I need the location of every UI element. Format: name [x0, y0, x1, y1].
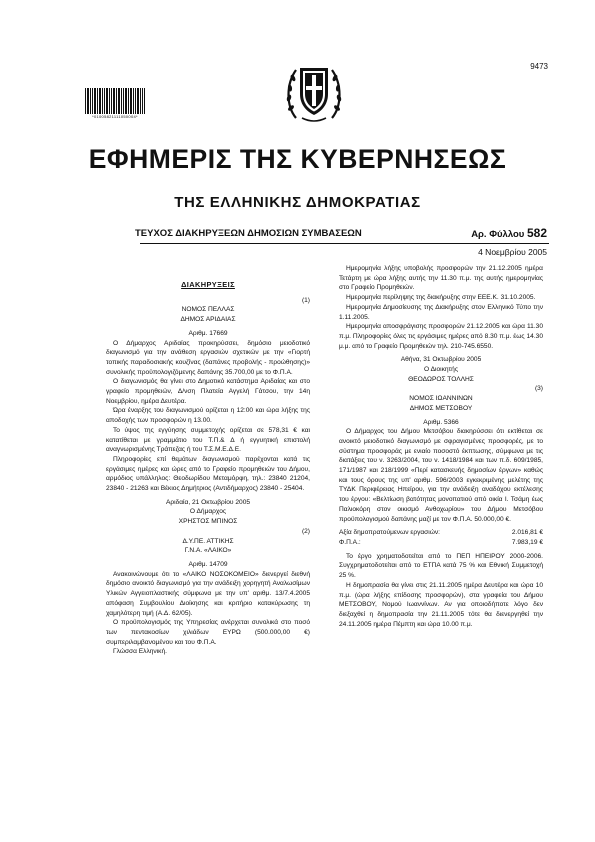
notice-protocol: Αριθμ. 5366 — [423, 418, 459, 426]
barcode-caption: *01005821111050004* — [92, 114, 138, 119]
amount-row — [339, 538, 543, 548]
notice-heading-line: Γ.Ν.Α. «ΛΑΙΚΟ» — [184, 547, 232, 555]
notice-heading-line: ΝΟΜΟΣ ΠΕΛΛΑΣ — [181, 306, 235, 314]
notice-heading-line: Δ.Υ.ΠΕ. ΑΤΤΙΚΗΣ — [182, 537, 234, 545]
notice-paragraph: Πληροφορίες επί θεμάτων διαγωνισμού παρέχονται κατά τις εργάσιμες ημέρες και ώρες από το Γραφείο προμηθειών του Δήμου, αρμόδιος υπάλληλος: Θεοδωρίδου Μεταμόρφη, τηλ.: 23840 21204, 23840 - 21263 και Βέκιος Δημήτριος (Αντιδήμαρχος) 23840 - 25404. — [106, 455, 310, 493]
signature-name: ΘΕΟΔΩΡΟΣ ΤΟΛΛΗΣ — [408, 375, 474, 383]
amount-value: 7.983,19 € — [511, 538, 543, 546]
amount-label: Αξία δημοπρατούμενων εργασιών: — [339, 529, 440, 537]
issue-date: 4 Νοεμβρίου 2005 — [478, 247, 547, 257]
signature-title: Ο Δήμαρχος — [189, 508, 227, 516]
sheet-number — [471, 226, 547, 240]
barcode — [85, 88, 145, 114]
notice-paragraph: Ημερομηνία περίληψης της διακήρυξης στην ΕΕΕ.Κ. 31.10.2005. — [346, 294, 536, 302]
signature-block — [106, 498, 310, 527]
notice-paragraph: Ανακοινώνουμε ότι το «ΛΑΙΚΟ ΝΟΣΟΚΟΜΕΙΟ» διενεργεί διεθνή δημόσιο ανοικτό διαγωνισμό για την ανάδειξη χορηγητή Αναλωσίμων Υλικών Αγγειοπλαστικής σύμφωνα με την υπ' αριθμ. 13/7.4.2005 απόφαση Συμβουλίου Διοίκησης και κριτήριο κατακύρωσης τη χαμηλότερη τιμή (Α.Δ. 62/05). — [106, 570, 310, 617]
notice-paragraph: Ημερομηνία Δημοσίευσης της Διακήρυξης στον Ελληνικό Τύπο την 1.11.2005. — [339, 303, 543, 321]
notice-paragraph: Ο διαγωνισμός θα γίνει στο Δημοτικό κατάστημα Αριδαίας και στο γραφείο προμηθειών, Δ/νση Πλατεία Αγγελή Γάτσου, την 14η Νοεμβρίου, ημέρα Δευτέρα. — [106, 378, 310, 405]
notice-paragraph: Το ύψος της εγγύησης συμμετοχής ορίζεται σε 578,31 € και κατατίθεται με γραμμάτιο του Τ.Π.& Δ ή εγγυητική επιστολή αναγνωρισμένης Τράπεζας ή του Τ.Σ.Μ.Ε.Δ.Ε. — [106, 426, 310, 454]
notice-paragraph: Ημερομηνία αποσφράγισης προσφορών 21.12.2005 και ώρα 11.30 π.μ. Πληροφορίες όλες τις εργάσιμες ημέρες από 8.30 π.μ. έως 14.30 μ.μ. από το Γραφείο Προμηθειών τηλ. 210-745.6550. — [339, 323, 543, 350]
notice-heading-line: ΔΗΜΟΣ ΑΡΙΔΑΙΑΣ — [180, 316, 236, 324]
notice-protocol: Αριθμ. 14709 — [188, 560, 228, 568]
coat-of-arms-emblem — [282, 58, 346, 126]
notice-heading-line: ΝΟΜΟΣ ΙΩΑΝΝΙΝΩΝ — [409, 395, 473, 403]
signature-name: ΧΡΗΣΤΟΣ ΜΠΙΝΟΣ — [178, 518, 238, 526]
notice-paragraph: Γλώσσα Ελληνική. — [113, 648, 167, 656]
gazette-subtitle: ΤΗΣ ΕΛΛΗΝΙΚΗΣ ΔΗΜΟΚΡΑΤΙΑΣ — [174, 194, 421, 211]
sheet-number-label: Αρ. Φύλλου — [471, 229, 525, 240]
notice-number: (3) — [534, 385, 543, 393]
notice-paragraph: Ο Δήμαρχος του Δήμου Μετσόβου διακηρύσσει ότι εκτίθεται σε ανοικτό μειοδοτικό διαγωνισμό με σφραγισμένες προσφορές, με το σύστημα προσφοράς με ενιαίο ποσοστό έκπτωσης, σύμφωνα με τις διατάξεις του ν. 3263/2004, του ν. 1418/1984 και των π.δ. 609/1985, 171/1987 και 218/1999 «Περί κατασκευής δημοσίων έργων» καθώς και τους όρους της υπ' αριθμ. 596/2003 εγκεκριμένης μελέτης της ΤΥΔΚ Περιφέρειας Ηπείρου, για την ανάδειξη αναδόχου εκτέλεσης του έργου: «Βελτίωση βατότητας μονοπατιού από οικία Ι. Τσάμη έως Παλιοκόρη στον οικισμό Ανθοχωρίου» του Δήμου Μετσόβου προϋπολογισμού δαπάνης μαζί με τον Φ.Π.Α. 50.000,00 €. — [339, 428, 543, 523]
notice-number: (2) — [301, 527, 310, 535]
signature-place-date: Αριδαία, 21 Οκτωβρίου 2005 — [165, 498, 251, 506]
notice-paragraph: Ώρα έναρξης του διαγωνισμού ορίζεται η 12:00 και ώρα λήξης της αποδοχής των προσφορών η 13.00. — [106, 407, 310, 425]
left-column — [106, 264, 310, 657]
amount-value: 2.016,81 € — [511, 529, 543, 537]
notice-paragraph: Το έργο χρηματοδοτείται από το ΠΕΠ ΗΠΕΙΡΟΥ 2000-2006. Συγχρηματοδοτείται από το ΕΤΠΑ κατά 75 % και Εθνική Συμμετοχή 25 %. — [339, 552, 543, 580]
sheet-number-value: 582 — [526, 226, 547, 240]
header-rule — [140, 243, 549, 244]
notice-number: (1) — [301, 296, 310, 304]
notice-paragraph: Ημερομηνία λήξης υποβολής προσφορών την 21.12.2005 ημέρα Τετάρτη με ώρα λήξης αυτής την 11.30 π.μ. της αυτής ημερομηνίας στο Γραφείο Προμηθειών. — [339, 265, 543, 292]
signature-place-date: Αθήνα, 31 Οκτωβρίου 2005 — [400, 356, 482, 364]
section-heading: ΔΙΑΚΗΡΥΞΕΙΣ — [181, 280, 235, 289]
signature-block — [339, 355, 543, 384]
amount-label: Φ.Π.Α.: — [339, 538, 361, 546]
amount-row — [339, 528, 543, 538]
notice-paragraph: Η δημοπρασία θα γίνει στις 21.11.2005 ημέρα Δευτέρα και ώρα 10 π.μ. (ώρα λήξης επίδοσης προσφορών), στα γραφεία του Δήμου ΜΕΤΣΟΒΟΥ, Νομού Ιωαννίνων. Αν για οποιοδήποτε λόγο δεν διεξαχθεί η δημοπρασία την 21.11.2005 τότε θα διενεργηθεί την 24.11.2005 ημέρα Πέμπτη και ώρα 10.00 π.μ. — [339, 581, 543, 628]
right-column — [339, 264, 543, 629]
issue-type: ΤΕΥΧΟΣ ΔΙΑΚΗΡΥΞΕΩΝ ΔΗΜΟΣΙΩΝ ΣΥΜΒΑΣΕΩΝ — [135, 228, 362, 239]
signature-title: Ο Διοικητής — [423, 366, 458, 374]
notice-heading-line: ΔΗΜΟΣ ΜΕΤΣΟΒΟΥ — [409, 404, 473, 412]
gazette-title: ΕΦΗΜΕΡΙΣ ΤΗΣ ΚΥΒΕΡΝΗΣΕΩΣ — [88, 144, 507, 174]
page-number: 9473 — [530, 62, 548, 71]
notice-paragraph: Ο προϋπολογισμός της Υπηρεσίας ανέρχεται συνολικά στο ποσό των πεντακοσίων χιλιάδων ΕΥΡΩ (500.000,00 €) συμπεριλαμβανομένου και του Φ.Π.Α. — [106, 619, 310, 646]
notice-paragraph: Ο Δήμαρχος Αριδαίας προκηρύσσει, δημόσιο μειοδοτικό διαγωνισμό για την ανάθεση εργασιών σχετικών με την «Γιορτή τοπικής παραδοσιακής κουζίνας (δαπάνες προβολής - προώθησης)» συνολικής προϋπολογιζόμενης δαπάνης 35.700,00 με το Φ.Π.Α. — [106, 339, 310, 376]
notice-protocol: Αριθμ. 17669 — [188, 329, 228, 337]
